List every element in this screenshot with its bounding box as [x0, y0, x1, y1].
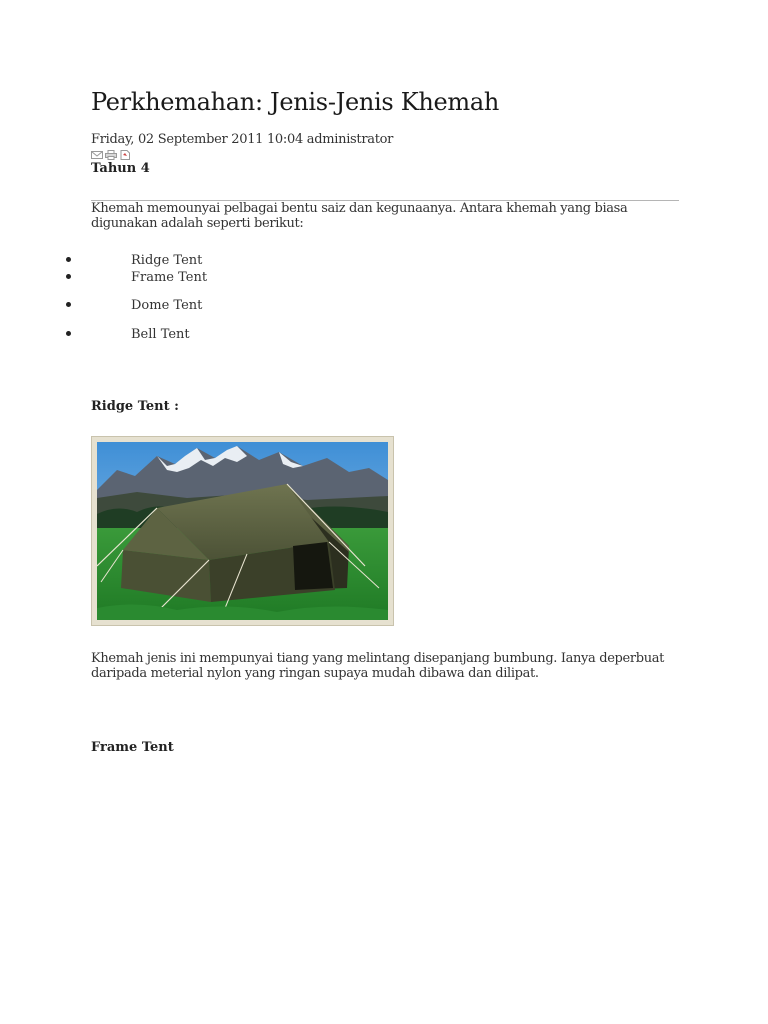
- email-icon[interactable]: [91, 150, 103, 160]
- intro-paragraph: Khemah memounyai pelbagai bentu saiz dan kegunaanya. Antara khemah yang biasa digunakan adalah seperti berikut:: [91, 201, 628, 231]
- print-icon[interactable]: [105, 150, 117, 160]
- article-meta: Friday, 02 September 2011 10:04 administrator: [91, 132, 394, 147]
- ridge-tent-photo: [91, 436, 394, 626]
- bullet-icon: [66, 331, 71, 336]
- tent-type-label: Frame Tent: [131, 270, 208, 285]
- category-label: Tahun 4: [91, 161, 150, 176]
- bullet-icon: [66, 274, 71, 279]
- ridge-tent-description: Khemah jenis ini mempunyai tiang yang melintang disepanjang bumbung. Ianya deperbuat daripada meterial nylon yang ringan supaya mudah dibawa dan dilipat.: [91, 651, 664, 681]
- page-title: Perkhemahan: Jenis-Jenis Khemah: [91, 88, 500, 116]
- frame-tent-heading: Frame Tent: [91, 740, 174, 755]
- ridge-tent-heading: Ridge Tent :: [91, 399, 179, 414]
- list-item: [66, 298, 202, 313]
- tent-type-label: Dome Tent: [131, 298, 203, 313]
- bullet-icon: [66, 302, 71, 307]
- tent-type-label: Ridge Tent: [131, 253, 203, 268]
- list-item: [66, 270, 207, 285]
- list-item: [66, 253, 202, 268]
- article-tools: [91, 150, 131, 160]
- list-item: [66, 327, 190, 342]
- pdf-icon[interactable]: [119, 150, 131, 160]
- ridge-tent-illustration: [97, 442, 388, 620]
- bullet-icon: [66, 257, 71, 262]
- tent-type-label: Bell Tent: [131, 327, 190, 342]
